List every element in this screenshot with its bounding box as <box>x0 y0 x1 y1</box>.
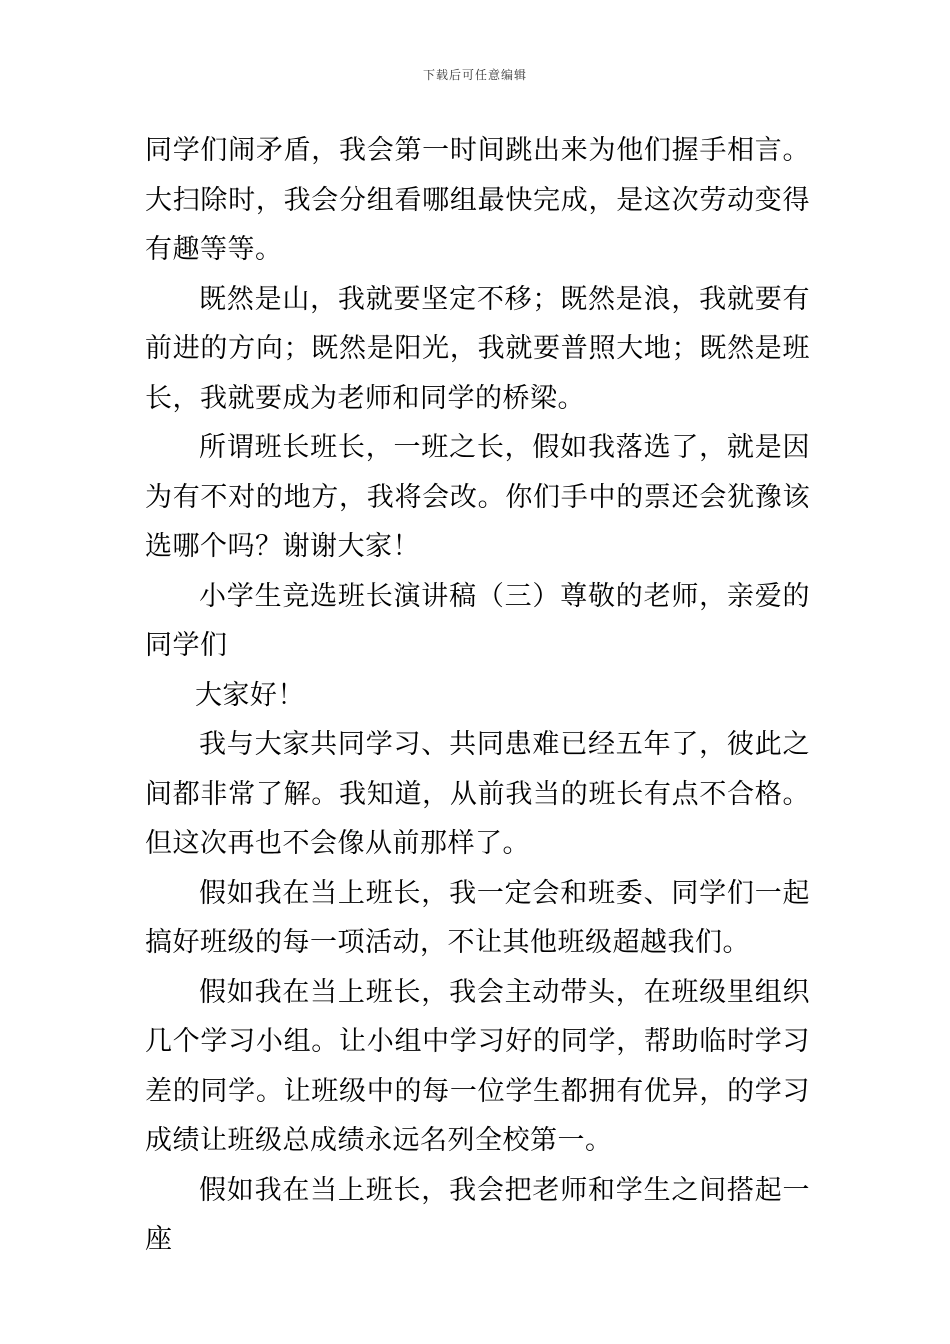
paragraph: 既然是山，我就要坚定不移；既然是浪，我就要有前进的方向；既然是阳光，我就要普照大地；既然是班长，我就要成为老师和同学的桥梁。 <box>145 283 810 414</box>
section-heading-paragraph: 小学生竞选班长演讲稿（三）尊敬的老师，亲爱的同学们 <box>145 580 810 661</box>
header-note: 下载后可任意编辑 <box>422 68 527 82</box>
paragraph: 假如我在当上班长，我会主动带头，在班级里组织几个学习小组。让小组中学习好的同学，帮助临时学习差的同学。让班级中的每一位学生都拥有优异，的学习成绩让班级总成绩永远名列全校第一。 <box>145 976 810 1156</box>
paragraph: 所谓班长班长，一班之长，假如我落选了，就是因为有不对的地方，我将会改。你们手中的票还会犹豫该选哪个吗？谢谢大家！ <box>145 432 810 562</box>
paragraph: 假如我在当上班长，我一定会和班委、同学们一起搞好班级的每一项活动，不让其他班级超越我们。 <box>145 877 810 958</box>
paragraph: 我与大家共同学习、共同患难已经五年了，彼此之间都非常了解。我知道，从前我当的班长有点不合格。但这次再也不会像从前那样了。 <box>145 729 810 859</box>
greeting: 大家好！ <box>194 679 305 711</box>
paragraph: 假如我在当上班长，我会把老师和学生之间搭起一座 <box>145 1174 810 1255</box>
paragraph-continued: 同学们闹矛盾，我会第一时间跳出来为他们握手相言。大扫除时，我会分组看哪组最快完成，是这次劳动变得有趣等等。 <box>145 135 810 265</box>
document-body <box>145 126 810 1265</box>
